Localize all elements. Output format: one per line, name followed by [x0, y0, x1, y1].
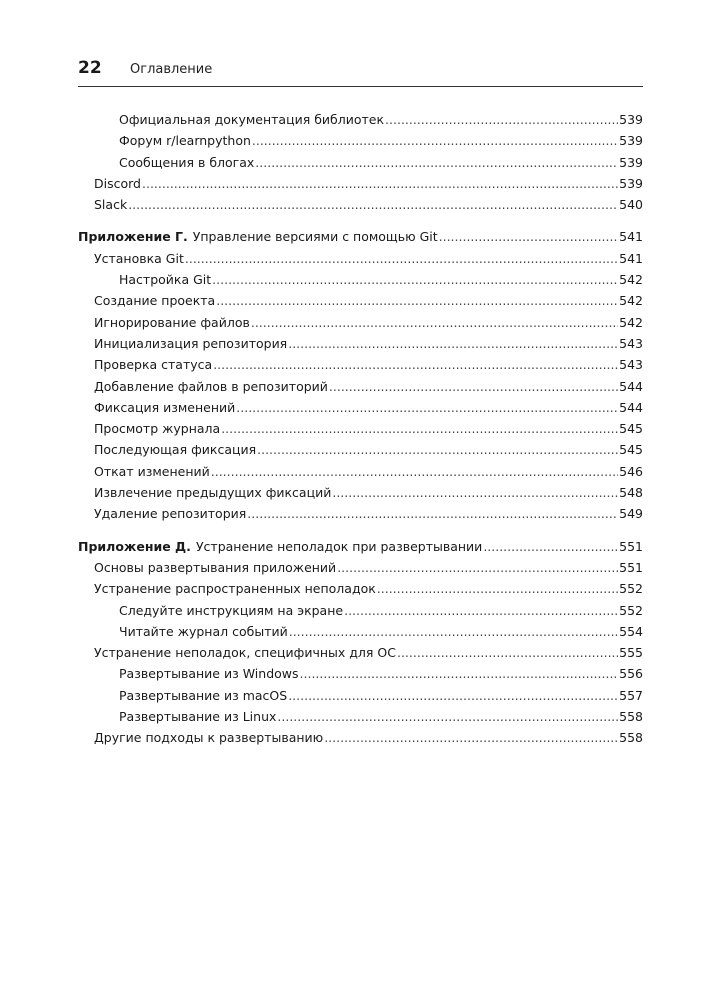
leader-dots [344, 600, 618, 621]
leader-dots [236, 397, 618, 418]
toc-entry [78, 152, 643, 173]
leader-dots [221, 418, 618, 439]
toc-entry-title: Управление версиями с помощью Git [192, 229, 438, 245]
toc-entry-page: 558 [619, 709, 643, 725]
toc-entry-page: 551 [619, 559, 643, 575]
toc-entry-page: 542 [619, 314, 643, 330]
toc-entry [78, 503, 643, 524]
toc-entry-title: Основы развертывания приложений [94, 559, 337, 575]
toc-entry [78, 663, 643, 684]
toc-entry-title: Развертывание из macOS [119, 687, 288, 703]
toc-appendix-entry [78, 226, 643, 247]
toc-entry-title: Настройка Git [119, 272, 212, 288]
toc-entry-title: Другие подходы к развертыванию [94, 730, 324, 746]
toc-entry-page: 542 [619, 293, 643, 309]
toc-entry-title: Официальная документация библиотек [119, 112, 385, 127]
toc-entry [78, 194, 643, 215]
leader-dots [277, 706, 618, 727]
toc-entry [78, 130, 643, 151]
toc-entry-page: 549 [619, 506, 643, 522]
toc-entry [78, 248, 643, 269]
toc-entry-page: 546 [619, 463, 643, 479]
toc-entry [78, 706, 643, 727]
leader-dots [185, 248, 618, 269]
toc-entry [78, 727, 643, 748]
toc-entry [78, 376, 643, 397]
toc-entry-title: Установка Git [94, 250, 184, 266]
toc-entry [78, 418, 643, 439]
leader-dots [332, 482, 618, 503]
leader-dots [300, 663, 619, 684]
toc-entry-page: 551 [619, 538, 643, 554]
leader-dots [289, 621, 618, 642]
leader-dots [212, 269, 618, 290]
appendix-label: Приложение Г. [78, 229, 188, 245]
toc-entry-page: 543 [619, 335, 643, 351]
toc-entry-title: Форум r/learnpython [119, 133, 251, 149]
page-number: 22 [78, 58, 102, 78]
toc-entry [78, 397, 643, 418]
toc-entry-title: Читайте журнал событий [119, 623, 288, 639]
toc-entry [78, 578, 643, 599]
toc-entry-title: Удаление репозитория [94, 506, 247, 522]
leader-dots [257, 439, 618, 460]
toc-entry-title: Развертывание из Windows [119, 666, 299, 682]
toc-entry-title: Инициализация репозитория [94, 335, 288, 351]
appendix-label: Приложение Д. [78, 538, 191, 554]
toc-entry-title: Просмотр журнала [94, 421, 221, 437]
toc-entry-page: 539 [619, 112, 643, 127]
toc-entry [78, 642, 643, 663]
leader-dots [288, 685, 618, 706]
toc-entry [78, 312, 643, 333]
toc-entry [78, 685, 643, 706]
leader-dots [142, 173, 618, 194]
running-title: Оглавление [130, 62, 213, 77]
leader-dots [251, 312, 618, 333]
toc-entry [78, 461, 643, 482]
toc-entry-title: Устранение распространенных неполадок [94, 581, 376, 597]
leader-dots [255, 152, 618, 173]
leader-dots [216, 290, 618, 311]
toc-entry-title: Извлечение предыдущих фиксаций [94, 485, 332, 501]
toc-entry-title: Проверка статуса [94, 357, 213, 373]
toc-entry-page: 554 [619, 623, 643, 639]
toc-entry-page: 552 [619, 602, 643, 618]
toc-entry-title: Игнорирование файлов [94, 314, 250, 330]
toc-entry [78, 482, 643, 503]
leader-dots [483, 536, 618, 557]
toc-entry-title: Discord [94, 175, 141, 191]
toc-entry-page: 539 [619, 175, 643, 191]
toc-entry-page: 556 [619, 666, 643, 682]
toc-entry-page: 539 [619, 133, 643, 149]
toc-entry-title: Последующая фиксация [94, 442, 257, 458]
leader-dots [247, 503, 618, 524]
toc-entry [78, 333, 643, 354]
toc-entry [78, 600, 643, 621]
toc-entry-title: Создание проекта [94, 293, 216, 309]
toc-entry [78, 109, 643, 130]
toc-entry-page: 557 [619, 687, 643, 703]
toc-entry-title: Откат изменений [94, 463, 210, 479]
leader-dots [329, 376, 618, 397]
toc-entry [78, 173, 643, 194]
toc-entry-title: Добавление файлов в репозиторий [94, 378, 328, 394]
toc-entry-page: 541 [619, 250, 643, 266]
toc-entry-page: 555 [619, 645, 643, 661]
toc-entry-title: Slack [94, 197, 128, 213]
toc-entry [78, 269, 643, 290]
toc-entry-page: 541 [619, 229, 643, 245]
leader-dots [324, 727, 618, 748]
leader-dots [288, 333, 618, 354]
leader-dots [337, 557, 618, 578]
table-of-contents [78, 109, 643, 749]
toc-entry-page: 545 [619, 421, 643, 437]
page-header [78, 58, 643, 87]
leader-dots [211, 461, 618, 482]
toc-entry [78, 290, 643, 311]
toc-entry-page: 544 [619, 399, 643, 415]
leader-dots [439, 226, 619, 247]
toc-entry-title: Развертывание из Linux [119, 709, 277, 725]
toc-entry-page: 545 [619, 442, 643, 458]
toc-entry [78, 557, 643, 578]
toc-entry-page: 539 [619, 154, 643, 170]
toc-entry-page: 543 [619, 357, 643, 373]
leader-dots [213, 354, 618, 375]
toc-entry [78, 354, 643, 375]
toc-entry-page: 542 [619, 272, 643, 288]
leader-dots [252, 130, 618, 151]
toc-appendix-entry [78, 536, 643, 557]
toc-entry-page: 552 [619, 581, 643, 597]
toc-entry-title: Следуйте инструкциям на экране [119, 602, 344, 618]
toc-entry-page: 548 [619, 485, 643, 501]
toc-entry-page: 540 [619, 197, 643, 213]
toc-entry-title: Сообщения в блогах [119, 154, 255, 170]
toc-entry-title: Устранение неполадок при развертывании [195, 538, 483, 554]
toc-entry-title: Фиксация изменений [94, 399, 236, 415]
leader-dots [385, 109, 618, 130]
toc-entry [78, 621, 643, 642]
toc-entry-page: 558 [619, 730, 643, 746]
leader-dots [377, 578, 618, 599]
leader-dots [397, 642, 618, 663]
toc-entry-title: Устранение неполадок, специфичных для ОС [94, 645, 396, 661]
leader-dots [128, 194, 618, 215]
toc-entry [78, 439, 643, 460]
toc-entry-page: 544 [619, 378, 643, 394]
